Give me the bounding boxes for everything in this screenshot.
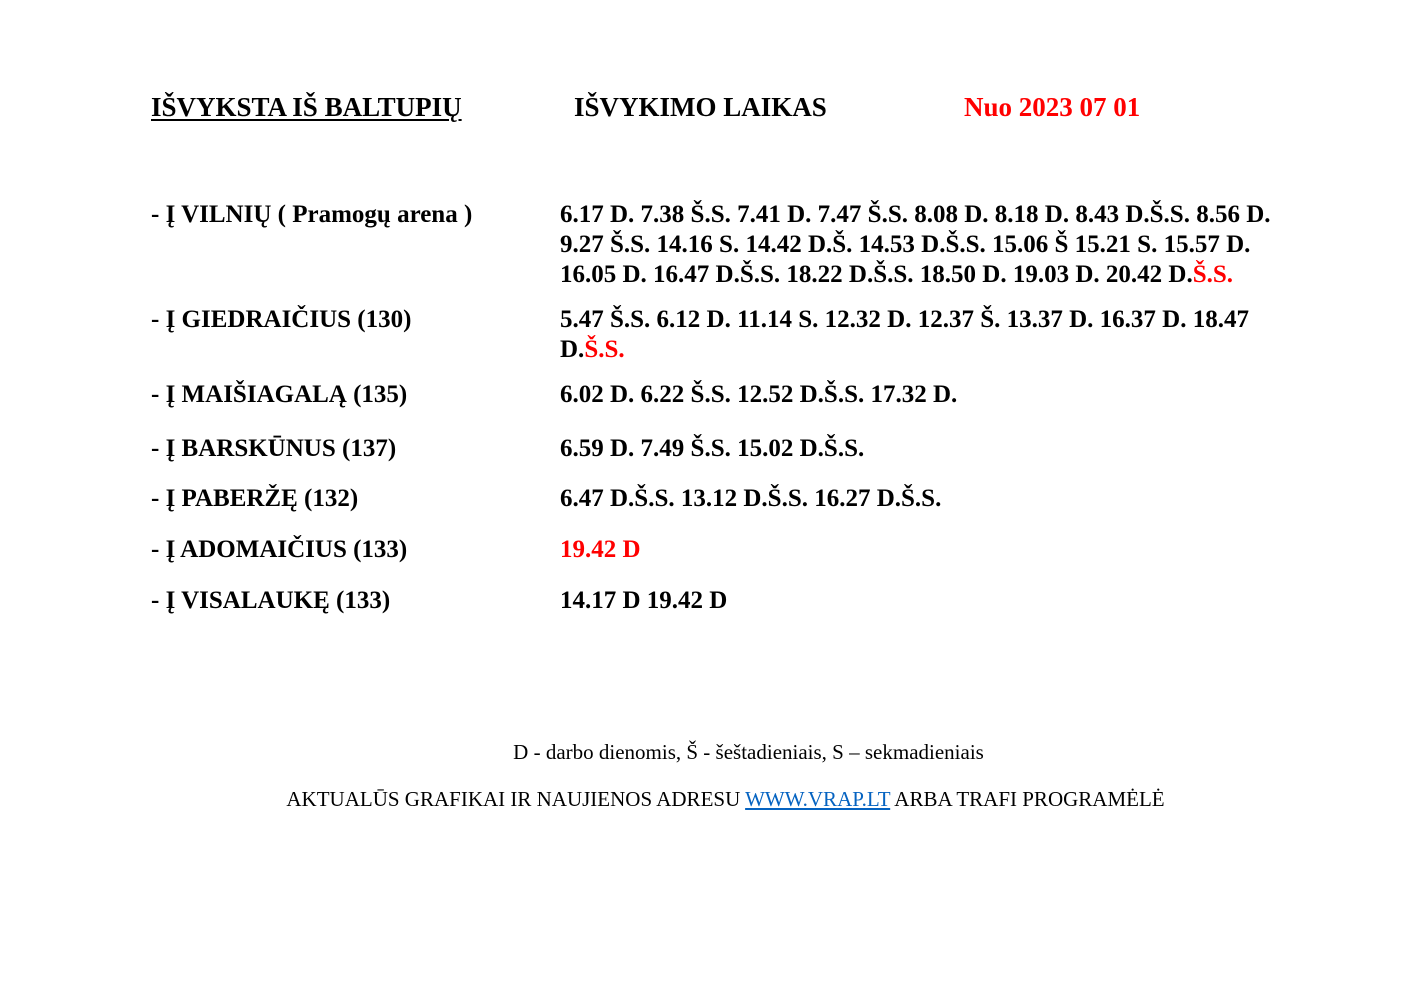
route-times xyxy=(560,305,1280,365)
legend-note: D - darbo dienomis, Š - šeštadieniais, S – sekmadieniais xyxy=(513,740,984,764)
route-times xyxy=(560,586,1280,616)
route-times-text: 6.47 D.Š.S. 13.12 D.Š.S. 16.27 D.Š.S. xyxy=(560,485,942,512)
route-row-giedraiciai xyxy=(151,305,1301,365)
route-row-maisiagala xyxy=(151,380,1301,410)
route-times xyxy=(560,484,1280,514)
route-destination: - Į BARSKŪNUS (137) xyxy=(151,435,397,462)
route-times-text: 14.17 D 19.42 D xyxy=(560,587,728,614)
route-row-visalauke xyxy=(151,586,1301,616)
route-times-text: 6.17 D. 7.38 Š.S. 7.41 D. 7.47 Š.S. 8.08 D. 8.18 D. 8.43 D.Š.S. 8.56 D. 9.27 Š.S. 14.16 S. 14.42 D.Š. 14.53 D.Š.S. 15.06 Š 15.21 S. 15.57 D. 16.05 D. 16.47 D.Š.S. 18.22 D.Š.S. 18.50 D. 19.03 D. 20.42 D. xyxy=(560,201,1271,288)
route-row-vilnius xyxy=(151,200,1301,290)
route-times xyxy=(560,535,1280,565)
notice-text-after: ARBA TRAFI PROGRAMĖLĖ xyxy=(890,787,1165,811)
website-link[interactable]: WWW.VRAP.LT xyxy=(745,787,891,811)
route-destination: - Į ADOMAIČIUS (133) xyxy=(151,536,408,563)
notice-text-before: AKTUALŪS GRAFIKAI IR NAUJIENOS ADRESU xyxy=(286,787,746,811)
route-times xyxy=(560,434,1280,464)
route-times-text: 6.59 D. 7.49 Š.S. 15.02 D.Š.S. xyxy=(560,435,865,462)
route-times-highlight: Š.S. xyxy=(1192,261,1234,288)
route-row-barskunai xyxy=(151,434,1301,464)
departure-from-title: IŠVYKSTA IŠ BALTUPIŲ xyxy=(151,92,462,122)
route-destination: - Į VISALAUKĘ (133) xyxy=(151,587,391,614)
route-table xyxy=(151,200,1301,616)
route-times-highlight: 19.42 D xyxy=(560,536,641,563)
route-times-text: 5.47 Š.S. 6.12 D. 11.14 S. 12.32 D. 12.37 Š. 13.37 D. 16.37 D. 18.47 D. xyxy=(560,306,1249,363)
route-times xyxy=(560,200,1280,290)
route-times-text: 6.02 D. 6.22 Š.S. 12.52 D.Š.S. 17.32 D. xyxy=(560,381,958,408)
route-destination: - Į GIEDRAIČIUS (130) xyxy=(151,306,412,333)
route-times xyxy=(560,380,1280,410)
route-times-highlight: Š.S. xyxy=(584,336,625,363)
route-destination: - Į PABERŽĘ (132) xyxy=(151,485,359,512)
route-destination: - Į VILNIŲ ( Pramogų arena ) xyxy=(151,201,473,228)
route-row-paberze xyxy=(151,484,1301,514)
page-header xyxy=(0,92,1403,128)
route-row-adomaiciai xyxy=(151,535,1301,565)
website-notice xyxy=(0,787,1403,812)
valid-from-date: Nuo 2023 07 01 xyxy=(964,92,1141,122)
route-destination: - Į MAIŠIAGALĄ (135) xyxy=(151,381,408,408)
departure-time-title: IŠVYKIMO LAIKAS xyxy=(574,92,827,122)
